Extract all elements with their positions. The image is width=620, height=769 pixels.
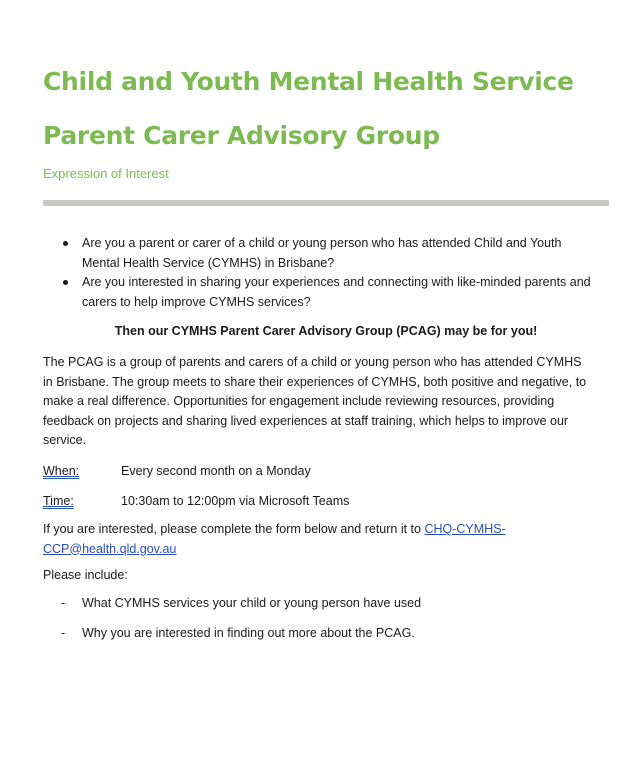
time-label: Time: bbox=[43, 494, 74, 508]
list-item bbox=[43, 273, 593, 312]
when-label: When: bbox=[43, 464, 80, 478]
include-list bbox=[43, 594, 421, 653]
email-link[interactable]: CHQ-CYMHS-CCP@health.qld.gov.au bbox=[43, 522, 506, 556]
contact-paragraph bbox=[43, 520, 563, 559]
list-item bbox=[43, 624, 421, 644]
time-value: 10:30am to 12:00pm via Microsoft Teams bbox=[121, 494, 350, 508]
bullet-icon bbox=[63, 280, 68, 285]
document-subtitle-heading: Parent Carer Advisory Group bbox=[43, 121, 440, 150]
contact-text: If you are interested, please complete the form below and return it to bbox=[43, 522, 425, 536]
question-text: Are you a parent or carer of a child or young person who has attended Child and Youth Mental Health Service (CYMHS) in Brisbane? bbox=[82, 236, 562, 270]
bullet-icon bbox=[63, 241, 68, 246]
question-list bbox=[43, 234, 593, 312]
callout-text: Then our CYMHS Parent Carer Advisory Group (PCAG) may be for you! bbox=[114, 324, 538, 338]
include-heading: Please include: bbox=[43, 568, 128, 582]
header-divider bbox=[43, 200, 609, 206]
expression-of-interest-label: Expression of Interest bbox=[43, 166, 169, 181]
when-row bbox=[43, 462, 311, 482]
question-text: Are you interested in sharing your experiences and connecting with like-minded parents and carers to help improve CYMHS services? bbox=[82, 275, 591, 309]
dash-icon: - bbox=[61, 625, 66, 640]
document-title: Child and Youth Mental Health Service bbox=[43, 67, 574, 96]
time-row bbox=[43, 492, 349, 512]
list-item bbox=[43, 234, 593, 273]
include-item-text: What CYMHS services your child or young person have used bbox=[82, 596, 422, 610]
when-value: Every second month on a Monday bbox=[121, 464, 311, 478]
dash-icon: - bbox=[61, 596, 66, 610]
include-item-text: Why you are interested in finding out more about the PCAG. bbox=[82, 625, 415, 640]
list-item bbox=[43, 594, 421, 614]
description-paragraph: The PCAG is a group of parents and carers of a child or young person who has attended CYMHS in Brisbane. The group meets to share their experiences of CYMHS, both positive and negative, to make a real difference. Opportunities for engagement include reviewing resources, providing feedback on projects and sharing lived experiences at staff training, which helps to improve our service. bbox=[43, 355, 587, 447]
